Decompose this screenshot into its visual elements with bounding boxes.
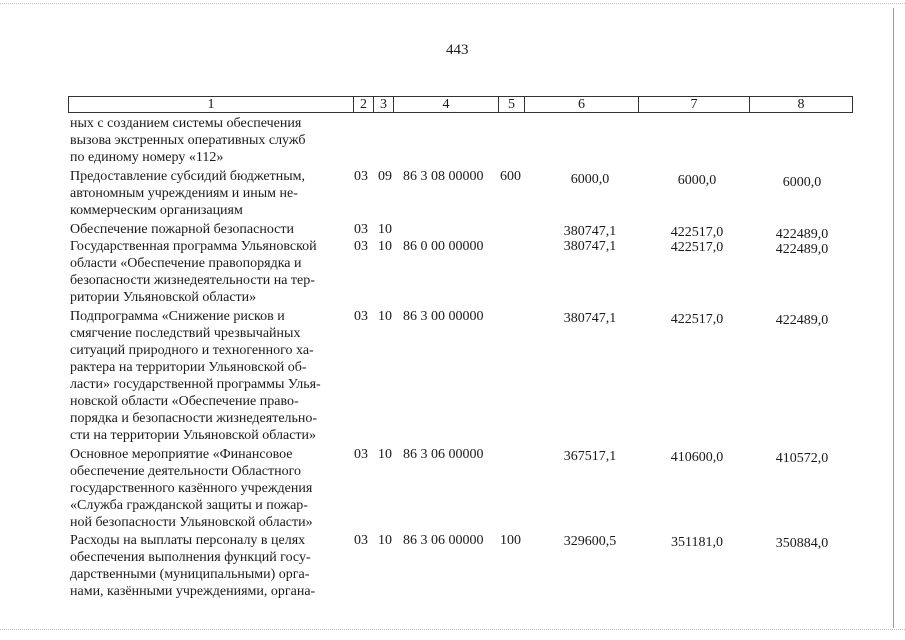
row-section: 03	[354, 309, 368, 324]
row-value-col7: 422517,0	[670, 240, 724, 255]
row-value-col8: 6000,0	[782, 175, 822, 190]
row-target-code: 86 3 06 00000	[403, 447, 484, 462]
page-top-edge	[0, 3, 905, 5]
row-value-col6: 380747,1	[563, 311, 617, 326]
row-target-code: 86 3 00 00000	[403, 309, 484, 324]
row-section: 03	[354, 222, 368, 237]
header-col-7: 7	[639, 97, 750, 112]
row-description: Обеспечение пожарной безопасности	[70, 222, 295, 237]
row-expense-type: 600	[500, 169, 521, 184]
header-col-8: 8	[797, 97, 805, 112]
row-expense-type: 100	[500, 533, 521, 548]
row-value-col7: 422517,0	[670, 225, 724, 240]
header-col-2: 2	[354, 97, 374, 112]
row-value-col8: 422489,0	[775, 313, 829, 328]
row-subsection: 10	[378, 309, 392, 324]
row-value-col8: 410572,0	[775, 451, 829, 466]
row-value-col6: 367517,1	[563, 449, 617, 464]
row-subsection: 10	[378, 239, 392, 254]
row-target-code: 86 3 08 00000	[403, 169, 484, 184]
page-number: 443	[446, 42, 469, 58]
row-subsection: 10	[378, 533, 392, 548]
row-value-col6: 329600,5	[563, 534, 617, 549]
row-description: Подпрограмма «Снижение рисков и смягчение последствий чрезвычайных ситуаций природного и техногенного ха- рактера на территории Ульяновской об- ласти» государственной программы Улья- новской области «Обеспечение право- порядка и безопасности жизнедеятельно- сти на территории Ульяновской области»	[70, 309, 321, 443]
row-description: Предоставление субсидий бюджетным, автономным учреждениям и иным не- коммерческим организациям	[70, 169, 306, 218]
row-value-col7: 410600,0	[670, 450, 724, 465]
row-subsection: 10	[378, 222, 392, 237]
row-section: 03	[354, 447, 368, 462]
page-bottom-edge	[0, 629, 905, 631]
table-header	[68, 96, 853, 113]
row-value-col8: 422489,0	[775, 227, 829, 242]
row-value-col6: 380747,1	[563, 239, 617, 254]
row-section: 03	[354, 533, 368, 548]
page-right-border	[893, 8, 894, 628]
row-description: Расходы на выплаты персоналу в целях обеспечения выполнения функций госу- дарственными (муниципальными) орга- нами, казёнными учреждениями, органа-	[70, 533, 316, 599]
row-value-col6: 6000,0	[570, 172, 610, 187]
row-value-col7: 6000,0	[677, 173, 717, 188]
row-value-col8: 422489,0	[775, 242, 829, 257]
row-target-code: 86 0 00 00000	[403, 239, 484, 254]
header-col-6: 6	[525, 97, 639, 112]
row-subsection: 10	[378, 447, 392, 462]
header-col-4: 4	[394, 97, 499, 112]
row-section: 03	[354, 169, 368, 184]
header-col-3: 3	[374, 97, 394, 112]
row-description: Государственная программа Ульяновской области «Обеспечение правопорядка и безопасности жизнедеятельности на тер- ритории Ульяновской области»	[70, 239, 317, 305]
row-value-col7: 351181,0	[671, 535, 723, 550]
row-target-code: 86 3 06 00000	[403, 533, 484, 548]
row-value-col6: 380747,1	[563, 224, 617, 239]
row-description: ных с созданием системы обеспечения вызова экстренных оперативных служб по единому номеру «112»	[70, 116, 306, 165]
row-subsection: 09	[378, 169, 392, 184]
header-col-1: 1	[69, 97, 354, 112]
row-value-col8: 350884,0	[775, 536, 829, 551]
row-value-col7: 422517,0	[670, 312, 724, 327]
header-col-5: 5	[499, 97, 525, 112]
row-description: Основное мероприятие «Финансовое обеспечение деятельности Областного государственного казённого учреждения «Служба гражданской защиты и пожар- ной безопасности Ульяновской области»	[70, 447, 313, 530]
row-section: 03	[354, 239, 368, 254]
